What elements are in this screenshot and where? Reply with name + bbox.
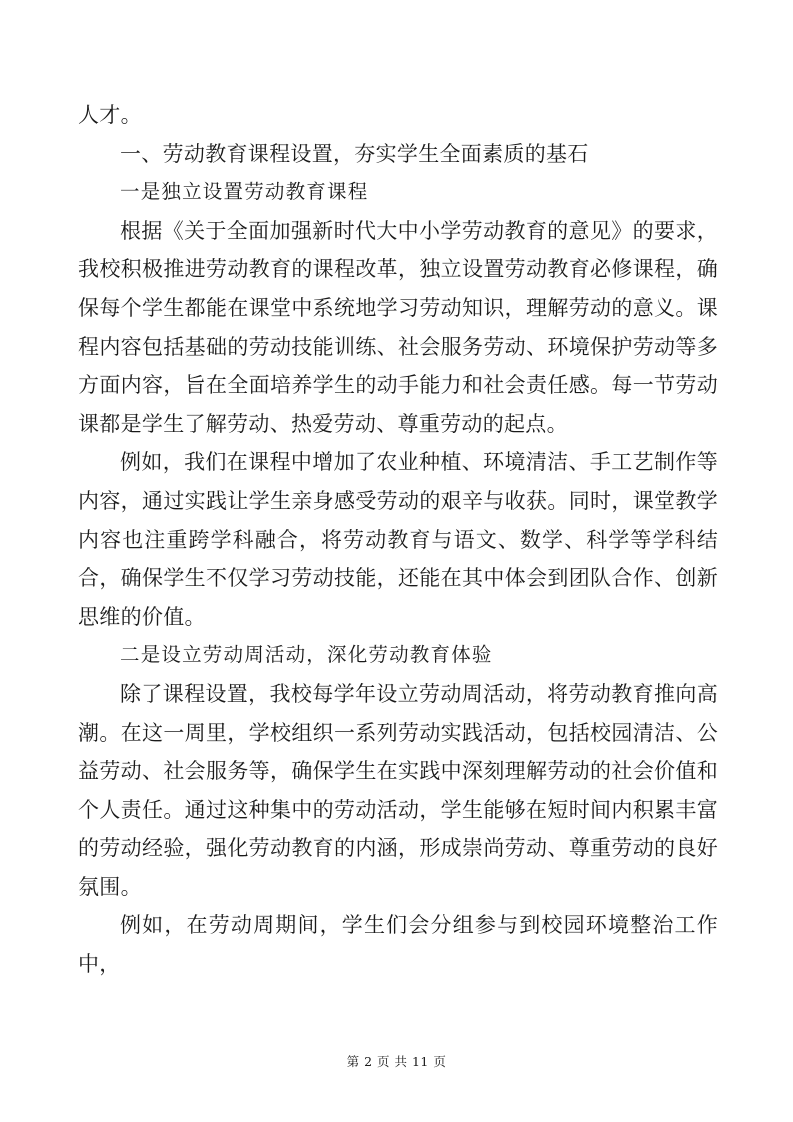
subsection-heading-1: 一是独立设置劳动教育课程 bbox=[120, 180, 369, 204]
paragraph-2: 例如，我们在课程中增加了农业种植、环境清洁、手工艺制作等内容，通过实践让学生亲身感受劳动的艰辛与收获。同时，课堂教学内容也注重跨学科融合，将劳动教育与语文、数学、科学等学科结合，确保学生不仅学习劳动技能，还能在其中体会到团队合作、创新思维的价值。 bbox=[78, 450, 718, 629]
paragraph-3: 除了课程设置，我校每学年设立劳动周活动，将劳动教育推向高潮。在这一周里，学校组织一系列劳动实践活动，包括校园清洁、公益劳动、社会服务等，确保学生在实践中深刻理解劳动的社会价值和个人责任。通过这种集中的劳动活动，学生能够在短时间内积累丰富的劳动经验，强化劳动教育的内涵，形成崇尚劳动、尊重劳动的良好氛围。 bbox=[78, 681, 718, 899]
paragraph-4: 例如，在劳动周期间，学生们会分组参与到校园环境整治工作中， bbox=[78, 913, 718, 977]
subsection-heading-2: 二是设立劳动周活动，深化劳动教育体验 bbox=[120, 643, 493, 667]
paragraph-continuation: 人才。 bbox=[78, 103, 142, 127]
paragraph-1: 根据《关于全面加强新时代大中小学劳动教育的意见》的要求，我校积极推进劳动教育的课程改革，独立设置劳动教育必修课程，确保每个学生都能在课堂中系统地学习劳动知识，理解劳动的意义。课程内容包括基础的劳动技能训练、社会服务劳动、环境保护劳动等多方面内容，旨在全面培养学生的动手能力和社会责任感。每一节劳动课都是学生了解劳动、热爱劳动、尊重劳动的起点。 bbox=[78, 218, 718, 436]
section-heading-1: 一、劳动教育课程设置，夯实学生全面素质的基石 bbox=[120, 141, 589, 166]
document-body bbox=[78, 96, 718, 984]
page-number-footer: 第 2 页 共 11 页 bbox=[346, 1054, 447, 1069]
